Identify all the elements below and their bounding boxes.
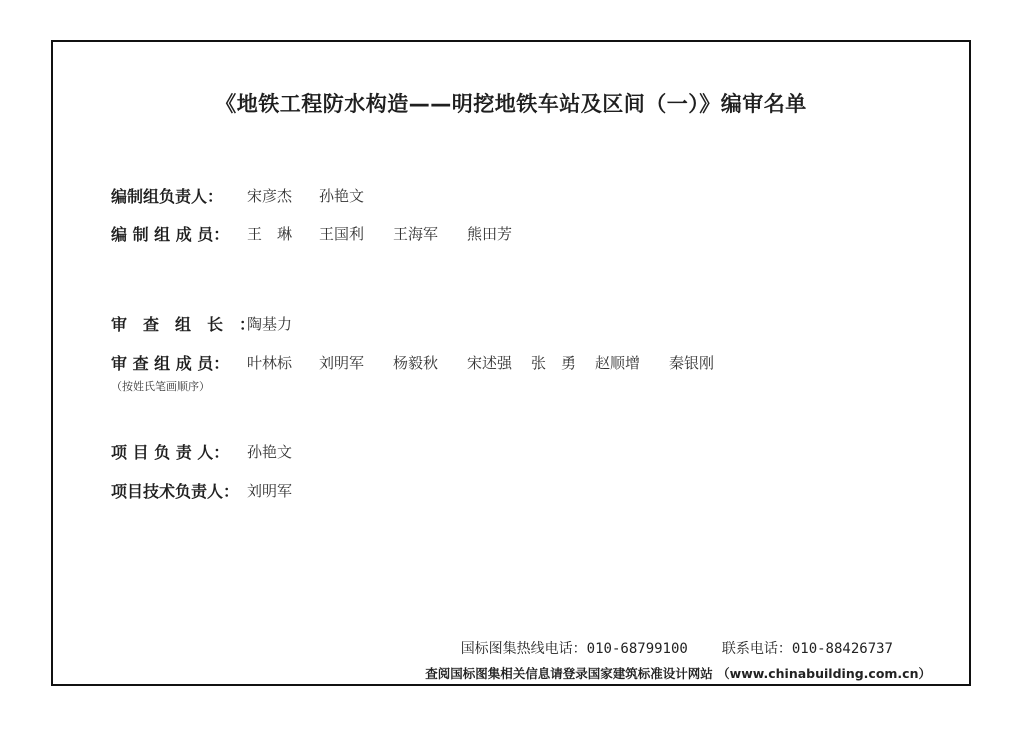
name-list (247, 480, 292, 501)
section-label: 审 查 组 成 员： (111, 353, 230, 373)
person-name: 陶基力 (247, 314, 293, 333)
person-name: 孙艳文 (319, 186, 365, 205)
document-frame (51, 40, 971, 686)
section-label: 编制组负责人： (111, 186, 224, 206)
person-name: 张 勇 (531, 353, 577, 372)
person-name: 王海军 (393, 224, 439, 243)
person-name: 叶林标 (247, 353, 293, 372)
person-name: 孙艳文 (247, 442, 293, 461)
person-name: 宋彦杰 (247, 186, 293, 205)
section-label: 编 制 组 成 员： (111, 224, 230, 244)
person-name: 杨毅秋 (393, 353, 439, 372)
person-name: 秦银刚 (669, 353, 715, 372)
section-label: 项 目 负 责 人： (111, 442, 230, 462)
section-label: 项目技术负责人： (111, 481, 240, 501)
name-list (247, 352, 714, 373)
section-label: 审 查 组 长 ： (111, 314, 256, 334)
name-list (247, 185, 364, 206)
document-title: 《地铁工程防水构造——明挖地铁车站及区间（一）》编审名单 (215, 92, 807, 116)
contact-text: 联系电话：010-88426737 (721, 641, 893, 657)
person-name: 刘明军 (319, 353, 365, 372)
section-review-lead (111, 311, 292, 335)
footer-phones (461, 638, 893, 658)
name-list (247, 313, 292, 334)
person-name: 王 琳 (247, 224, 293, 243)
section-compiler-members (111, 221, 512, 245)
person-name: 刘明军 (247, 481, 293, 500)
section-technical-lead (111, 478, 292, 502)
person-name: 赵顺增 (595, 353, 641, 372)
name-list (247, 223, 512, 244)
section-compiler-lead (111, 183, 364, 207)
footer-website: 查阅国标图集相关信息请登录国家建筑标准设计网站 （www.chinabuilding.com.cn） (425, 666, 931, 681)
person-name: 王国利 (319, 224, 365, 243)
name-list (247, 441, 292, 462)
ordering-note: （按姓氏笔画顺序） (111, 380, 210, 393)
person-name: 熊田芳 (467, 224, 513, 243)
hotline-text: 国标图集热线电话：010-68799100 (460, 641, 688, 657)
section-review-members (111, 350, 714, 374)
section-project-lead (111, 439, 292, 463)
person-name: 宋述强 (467, 353, 513, 372)
